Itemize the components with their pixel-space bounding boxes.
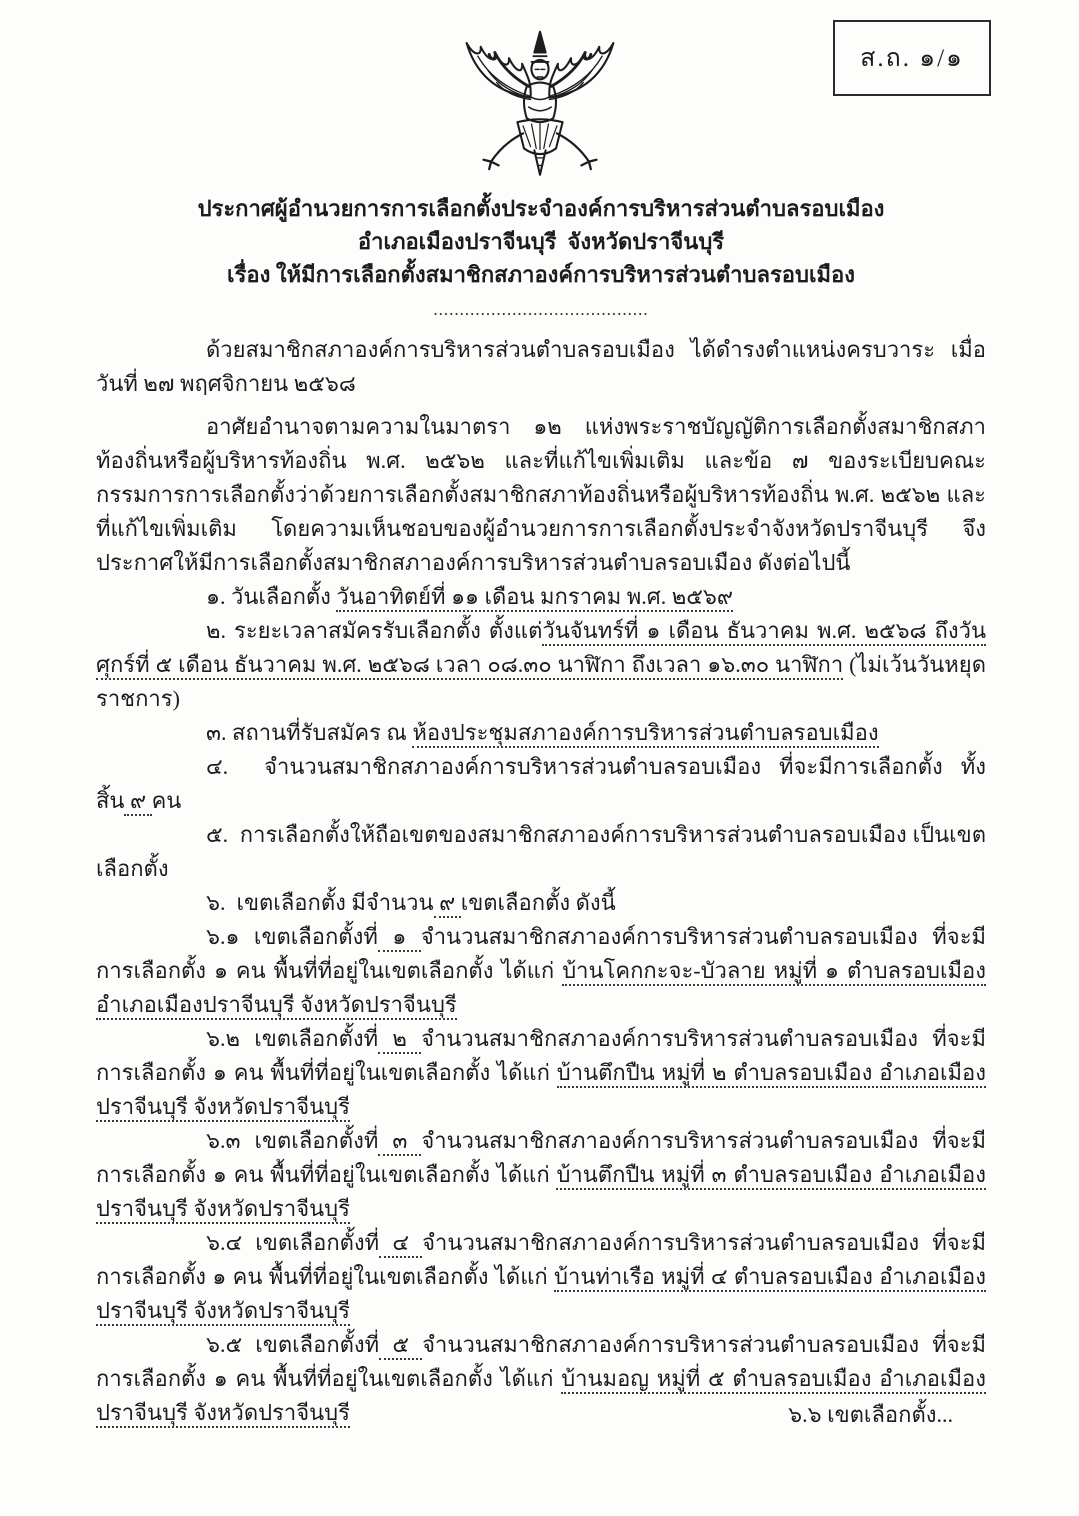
text-segment: ๔. จำนวนสมาชิกสภาองค์การบริหารส่วนตำบลรอบเมือง ที่จะมีการเลือกตั้ง ทั้งสิ้น	[96, 754, 986, 813]
filled-field: บ้านมอญ หมู่ที่ ๕ ตำบลรอบเมือง อำเภอเมืองปราจีนบุรี จังหวัดปราจีนบุรี	[96, 1366, 986, 1428]
filled-field: ๕	[379, 1332, 422, 1360]
text-segment: จำนวนสมาชิกสภาองค์การบริหารส่วนตำบลรอบเมือง ที่จะมีการเลือกตั้ง ๑ คน พื้นที่ที่อยู่ในเขตเลือกตั้ง ได้แก่	[96, 1128, 986, 1187]
garuda-emblem-icon	[430, 28, 650, 188]
item-6-constituency-count	[96, 886, 986, 920]
text-segment: จำนวนสมาชิกสภาองค์การบริหารส่วนตำบลรอบเมือง ที่จะมีการเลือกตั้ง ๑ คน พื้นที่ที่อยู่ในเขตเลือกตั้ง ได้แก่	[96, 1026, 986, 1085]
text-segment: ๖.๔ เขตเลือกตั้งที่	[206, 1230, 380, 1255]
subitem-6-3-constituency-3	[96, 1124, 986, 1226]
subitem-6-2-constituency-2	[96, 1022, 986, 1124]
text-segment: ๖.๑ เขตเลือกตั้งที่	[206, 924, 378, 949]
filled-field: บ้านท่าเรือ หมู่ที่ ๔ ตำบลรอบเมือง อำเภอเมืองปราจีนบุรี จังหวัดปราจีนบุรี	[96, 1264, 986, 1326]
text-segment: ๑. วันเลือกตั้ง	[206, 584, 337, 609]
filled-field: ๙	[434, 890, 461, 918]
text-segment: จำนวนสมาชิกสภาองค์การบริหารส่วนตำบลรอบเมือง ที่จะมีการเลือกตั้ง ๑ คน พื้นที่ที่อยู่ในเขตเลือกตั้ง ได้แก่	[96, 924, 987, 983]
text-segment: ๕. การเลือกตั้งให้ถือเขตของสมาชิกสภาองค์การบริหารส่วนตำบลรอบเมือง เป็นเขตเลือกตั้ง	[96, 822, 986, 881]
form-code-box	[833, 20, 991, 96]
filled-field: วันอาทิตย์ที่ ๑๑ เดือน มกราคม พ.ศ. ๒๕๖๙	[336, 584, 733, 612]
filled-field: บ้านตึกปืน หมู่ที่ ๒ ตำบลรอบเมือง อำเภอเมืองปราจีนบุรี จังหวัดปราจีนบุรี	[96, 1060, 986, 1122]
filled-field: ๑	[378, 924, 421, 952]
form-code-label: ส.ถ. ๑/๑	[860, 45, 964, 72]
filled-field: ๙	[124, 788, 151, 816]
item-4-number-of-members	[96, 750, 986, 818]
text-segment: (ไม่เว้นวันหยุดราชการ)	[96, 652, 986, 711]
text-segment: ๖. เขตเลือกตั้ง มีจำนวน	[206, 890, 434, 915]
text-segment: คน	[151, 788, 182, 813]
filled-field: ๒	[378, 1026, 421, 1054]
filled-field: วันจันทร์ที่ ๑ เดือน ธันวาคม พ.ศ. ๒๕๖๘ ถึงวันศุกร์ที่ ๕ เดือน ธันวาคม พ.ศ. ๒๕๖๘ เวลา ๐๘.๓๐ นาฬิกา ถึงเวลา ๑๖.๓๐ นาฬิกา	[96, 618, 986, 680]
subitem-6-4-constituency-4	[96, 1226, 986, 1328]
constituency-subitems	[96, 920, 986, 1430]
item-1-election-day	[96, 580, 986, 614]
filled-field: บ้านโคกกะจะ-บัวลาย หมู่ที่ ๑ ตำบลรอบเมือง อำเภอเมืองปราจีนบุรี จังหวัดปราจีนบุรี	[96, 958, 986, 1020]
filled-field: ๓	[378, 1128, 421, 1156]
text-segment: ๓. สถานที่รับสมัคร ณ	[206, 720, 413, 745]
item-3-application-venue	[96, 716, 986, 750]
item-5-constituency-rule	[96, 818, 986, 886]
text-segment: ๖.๒ เขตเลือกตั้งที่	[206, 1026, 379, 1051]
intro-paragraph-legal-basis: อาศัยอำนาจตามความในมาตรา ๑๒ แห่งพระราชบัญญัติการเลือกตั้งสมาชิกสภาท้องถิ่นหรือผู้บริหารท้องถิ่น พ.ศ. ๒๕๖๒ และที่แก้ไขเพิ่มเติม และข้อ ๗ ของระเบียบคณะกรรมการการเลือกตั้งว่าด้วยการเลือกตั้งสมาชิกสภาท้องถิ่นหรือผู้บริหารท้องถิ่น พ.ศ. ๒๕๖๒ และที่แก้ไขเพิ่มเติม โดยความเห็นชอบของผู้อำนวยการการเลือกตั้งประจำจังหวัดปราจีนบุรี จึงประกาศให้มีการเลือกตั้งสมาชิกสภาองค์การบริหารส่วนตำบลรอบเมือง ดังต่อไปนี้	[96, 414, 986, 575]
numbered-items	[96, 580, 986, 920]
filled-field: ๔	[379, 1230, 422, 1258]
page-continuation-note: ๖.๖ เขตเลือกตั้ง...	[788, 1402, 953, 1427]
item-2-application-period	[96, 614, 986, 716]
title-line-3: เรื่อง ให้มีการเลือกตั้งสมาชิกสภาองค์การบริหารส่วนตำบลรอบเมือง	[227, 262, 855, 287]
filled-field: ห้องประชุมสภาองค์การบริหารส่วนตำบลรอบเมือง	[412, 720, 878, 748]
text-segment: ๖.๓ เขตเลือกตั้งที่	[206, 1128, 379, 1153]
text-segment: ๖.๕ เขตเลือกตั้งที่	[206, 1332, 380, 1357]
filled-field: บ้านตึกปืน หมู่ที่ ๓ ตำบลรอบเมือง อำเภอเมืองปราจีนบุรี จังหวัดปราจีนบุรี	[96, 1162, 986, 1224]
garuda-emblem-svg	[430, 28, 650, 188]
text-segment: จำนวนสมาชิกสภาองค์การบริหารส่วนตำบลรอบเมือง ที่จะมีการเลือกตั้ง ๑ คน พื้นที่ที่อยู่ในเขตเลือกตั้ง ได้แก่	[96, 1230, 987, 1289]
document-content	[96, 192, 986, 1430]
text-segment: จำนวนสมาชิกสภาองค์การบริหารส่วนตำบลรอบเมือง ที่จะมีการเลือกตั้ง ๑ คน พื้นที่ที่อยู่ในเขตเลือกตั้ง ได้แก่	[96, 1332, 987, 1391]
intro-paragraph-term-expiry: ด้วยสมาชิกสภาองค์การบริหารส่วนตำบลรอบเมือง ได้ดำรงตำแหน่งครบวาระ เมื่อวันที่ ๒๗ พฤศจิกายน ๒๕๖๘	[96, 337, 986, 396]
title-line-1: ประกาศผู้อำนวยการการเลือกตั้งประจำองค์การบริหารส่วนตำบลรอบเมือง	[197, 196, 885, 221]
subitem-6-1-constituency-1	[96, 920, 986, 1022]
title-line-2: อำเภอเมืองปราจีนบุรี จังหวัดปราจีนบุรี	[357, 229, 725, 254]
text-segment: ๒. ระยะเวลาสมัครรับเลือกตั้ง ตั้งแต่	[206, 618, 543, 643]
dotted-divider: .........................................	[433, 300, 649, 319]
text-segment: เขตเลือกตั้ง ดังนี้	[460, 890, 616, 915]
